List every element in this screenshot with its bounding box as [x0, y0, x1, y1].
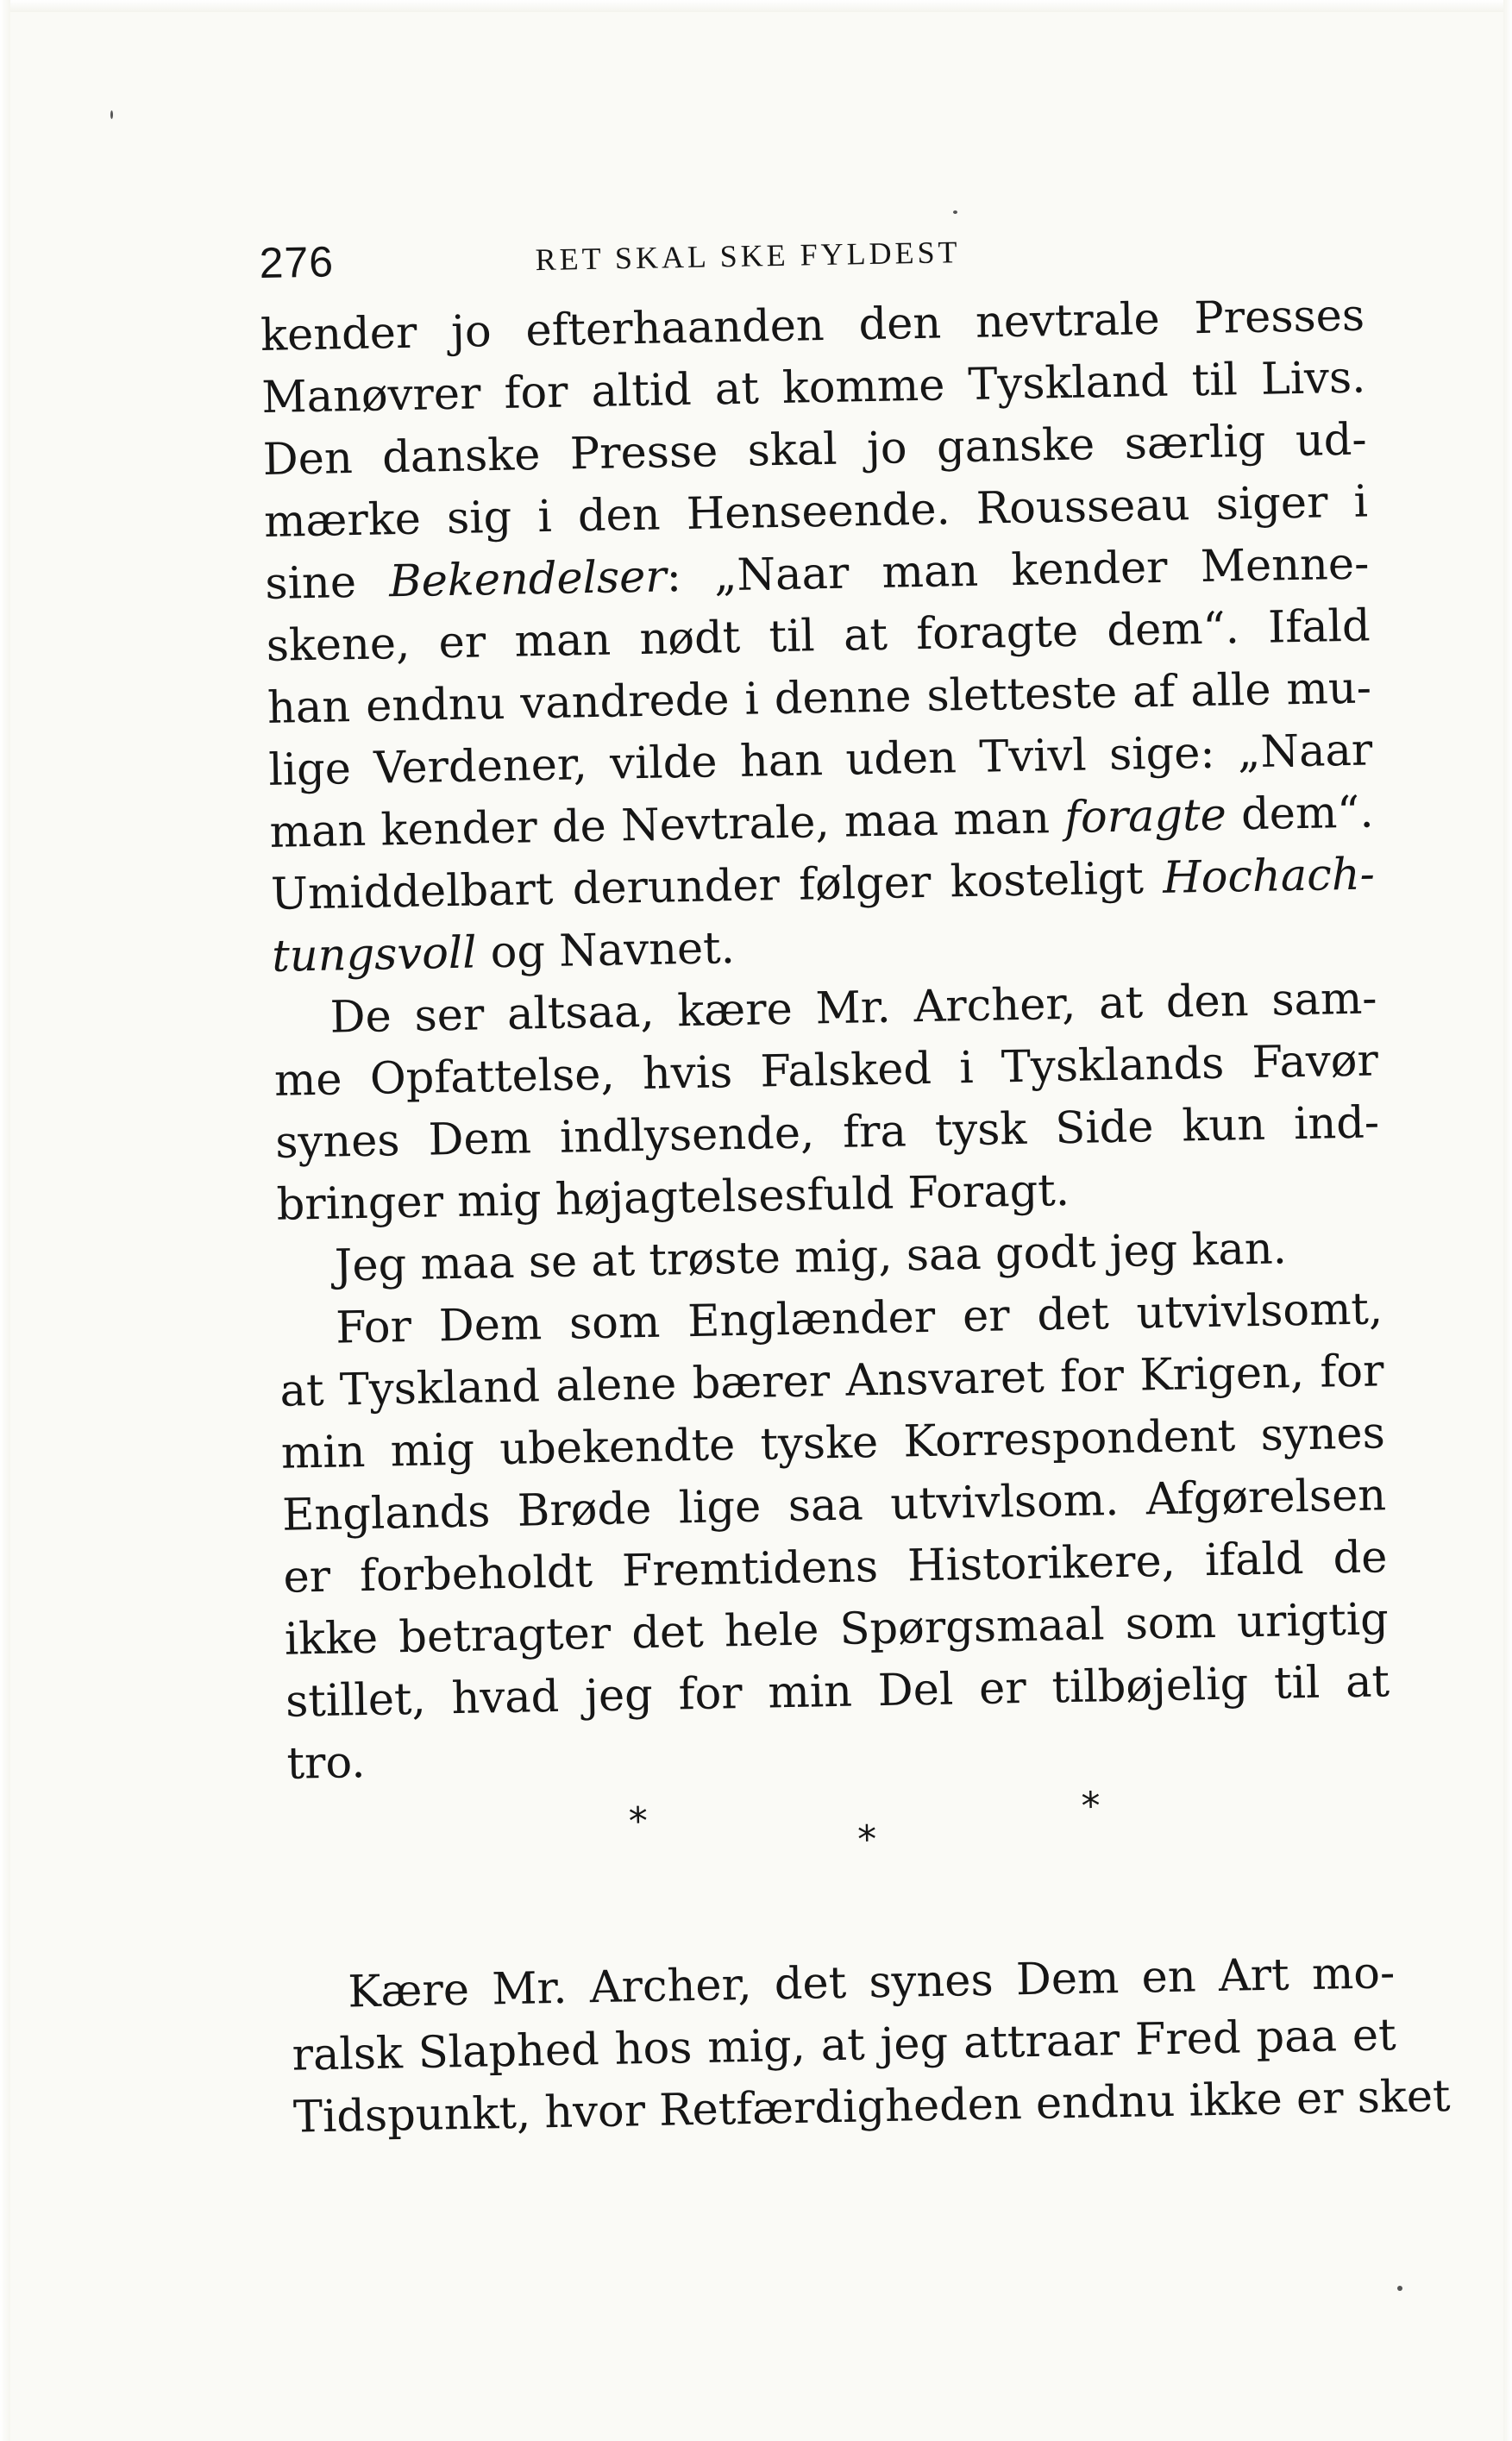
- text-run: Manøvrer for altid at komme Tyskland til Livs.: [260, 352, 1366, 424]
- text-run: tro.: [285, 1737, 366, 1790]
- text-run: Den danske Presse skal jo ganske særlig ud-: [262, 414, 1368, 486]
- book-page: [259, 213, 1452, 2149]
- text-run: stillet, hvad jeg for min Del er tilbøjelig til at: [285, 1656, 1390, 1728]
- text-run: synes Dem indlysende, fra tysk Side kun ind-: [274, 1097, 1380, 1169]
- text-run: kender jo efterhaanden den nevtrale Presses: [260, 290, 1365, 361]
- text-run: skene, er man nødt til at foragte dem“. Ifald: [266, 600, 1371, 672]
- asterisk: *: [1081, 1784, 1101, 1829]
- text-run: Englands Brøde lige saa utvivlsom. Afgørelsen: [281, 1470, 1387, 1541]
- text-run: at Tyskland alene bærer Ansvaret for Krigen, for: [279, 1346, 1384, 1417]
- text-run: min mig ubekendte tyske Korrespondent synes: [280, 1408, 1386, 1479]
- text-run: : „Naar man kender Menne-: [666, 538, 1370, 603]
- page-right-edge: [1503, 0, 1512, 2441]
- page-left-edge: [0, 0, 10, 2441]
- text-run: mærke sig i den Henseende. Rousseau siger i: [263, 476, 1369, 548]
- asterisk: *: [856, 1817, 877, 1862]
- text-run: For Dem som Englænder er det utvivlsomt,: [335, 1283, 1383, 1354]
- dust-speck: [1397, 2286, 1402, 2291]
- text-run: Umiddelbart derunder følger kosteligt: [270, 852, 1164, 920]
- text-run: bringer mig højagtelsesfuld Foragt.: [276, 1164, 1070, 1231]
- italic-book-title: Bekendelser: [388, 551, 668, 608]
- page-number: 276: [259, 237, 335, 287]
- text-run: sine: [264, 556, 390, 610]
- asterisk: *: [628, 1799, 649, 1844]
- italic-emphasis: Hochach-: [1162, 849, 1376, 904]
- text-run: han endnu vandrede i denne sletteste af alle mu-: [267, 662, 1372, 734]
- text-run: og Navnet.: [475, 923, 736, 979]
- text-run: Tidspunkt, hvor Retfærdigheden endnu ikke er sket: [292, 2071, 1452, 2143]
- text-run: man kender de Nevtrale, maa man: [269, 793, 1065, 858]
- text-run: De ser altsaa, kære Mr. Archer, at den sam-: [329, 973, 1378, 1044]
- section-break-asterism: [287, 1775, 1394, 1924]
- text-run: ralsk Slaphed hos mig, at jeg attraar Fred paa et: [292, 2010, 1397, 2081]
- body-text: [260, 286, 1391, 1796]
- closing-text: [291, 1942, 1452, 2149]
- text-run: ikke betragter det hele Spørgsmaal som urigtig: [284, 1594, 1390, 1666]
- dust-speck: [953, 210, 957, 214]
- text-run: lige Verdener, vilde han uden Tvivl sige: „Naar: [267, 725, 1373, 796]
- dust-speck: [110, 110, 113, 119]
- italic-emphasis: foragte: [1063, 789, 1227, 844]
- page-top-edge: [0, 0, 1512, 12]
- text-run: dem“.: [1226, 787, 1375, 841]
- text-run: Jeg maa se at trøste mig, saa godt jeg kan.: [334, 1223, 1288, 1292]
- italic-emphasis: tungsvoll: [271, 927, 478, 982]
- text-run: me Opfattelse, hvis Falsked i Tysklands Favør: [273, 1035, 1379, 1107]
- text-run: er forbeholdt Fremtidens Historikere, ifald de: [283, 1532, 1388, 1603]
- running-title: RET SKAL SKE FYLDEST: [535, 235, 961, 278]
- text-run: Kære Mr. Archer, det synes Dem en Art mo-: [347, 1948, 1396, 2018]
